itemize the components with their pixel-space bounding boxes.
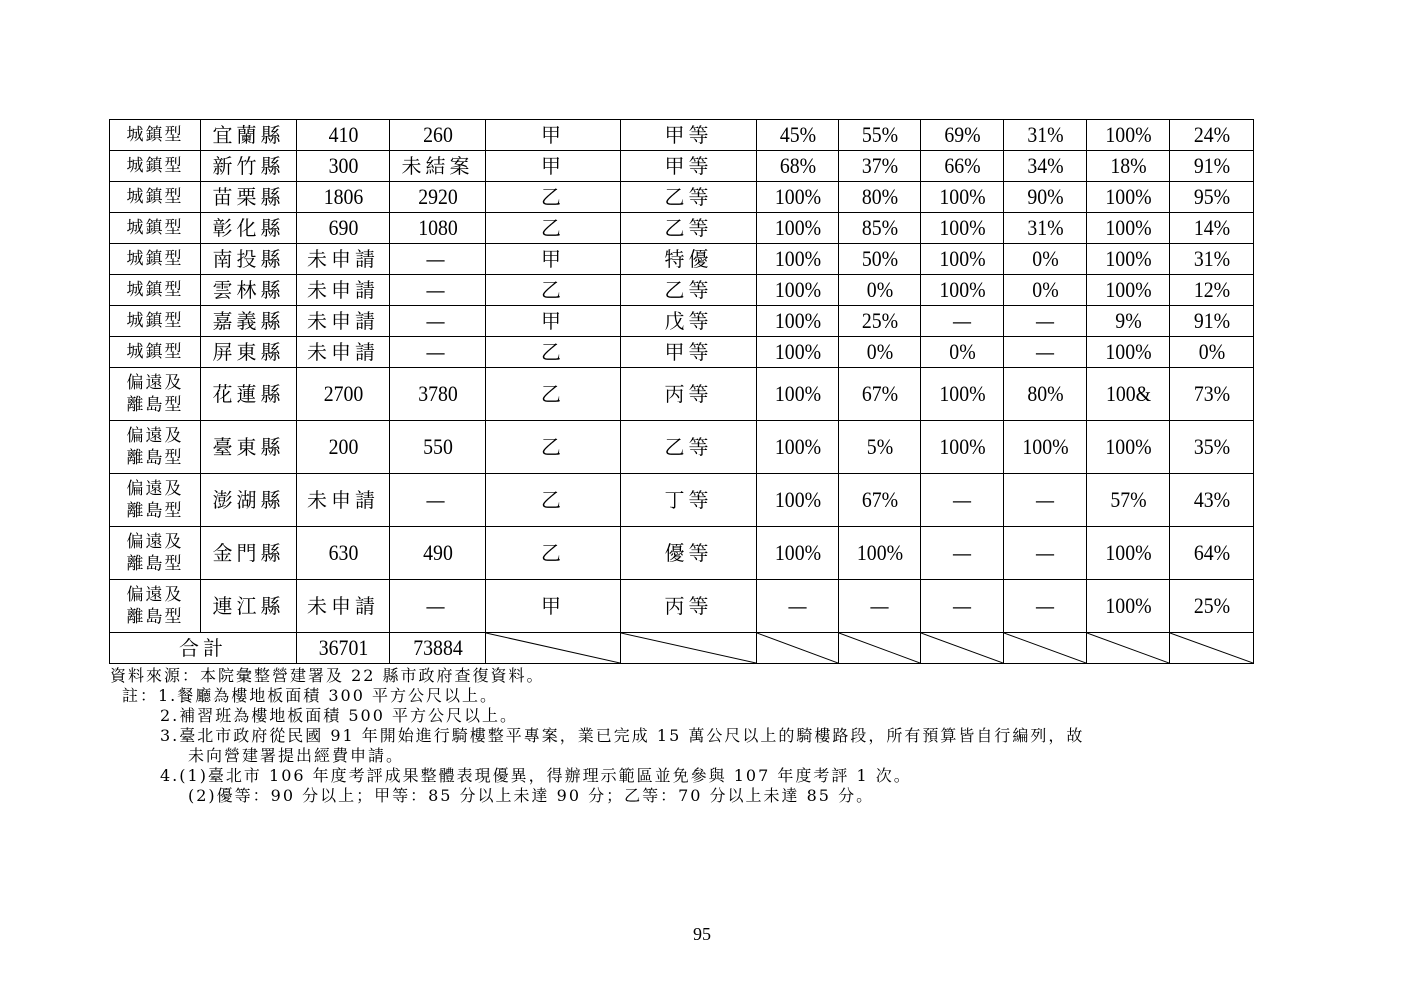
grade-cell: 甲	[486, 120, 621, 151]
percent-cell: 100%	[925, 368, 1000, 421]
table-notes	[110, 666, 1290, 806]
value-cell: 未申請	[297, 275, 390, 306]
region-type-cell	[110, 306, 201, 337]
percent-cell: 100%	[761, 244, 835, 275]
percent-cell: 35%	[1174, 421, 1250, 474]
note-2: 2.補習班為樓地板面積 500 平方公尺以上。	[160, 706, 518, 725]
value-cell: 550	[394, 421, 480, 474]
region-type-text: 離島型	[126, 448, 184, 468]
percent-cell: 0%	[1008, 244, 1083, 275]
value-cell: 未申請	[297, 474, 390, 527]
grade-cell: 乙	[486, 275, 621, 306]
table-row	[110, 151, 1254, 182]
percent-cell: —	[1004, 580, 1087, 633]
percent-cell: 18%	[1091, 151, 1166, 182]
percent-cell: 45%	[761, 120, 835, 151]
value-cell: 3780	[394, 368, 480, 421]
percent-cell: —	[1004, 474, 1087, 527]
rating-cell: 甲等	[621, 120, 757, 151]
rating-cell: 戊等	[621, 306, 757, 337]
region-type-text: 城鎮型	[126, 218, 184, 238]
region-type-cell	[110, 182, 201, 213]
county-cell: 苗栗縣	[201, 182, 297, 213]
percent-cell: 100%	[761, 474, 835, 527]
county-cell: 金門縣	[201, 527, 297, 580]
percent-cell: 24%	[1174, 120, 1250, 151]
value-cell: 490	[394, 527, 480, 580]
percent-cell: 100%	[1091, 421, 1166, 474]
grade-cell: 乙	[486, 368, 621, 421]
rating-cell: 乙等	[621, 213, 757, 244]
region-type-cell	[110, 213, 201, 244]
percent-cell: 100%	[843, 527, 917, 580]
region-type-text: 城鎮型	[126, 342, 184, 362]
region-type-text: 離島型	[126, 607, 184, 627]
table-row	[110, 120, 1254, 151]
table-row	[110, 527, 1254, 580]
percent-cell: 85%	[843, 213, 917, 244]
percent-cell: 100&	[1091, 368, 1166, 421]
region-type-text: 離島型	[126, 395, 184, 415]
grade-cell: 甲	[486, 306, 621, 337]
percent-cell: 80%	[843, 182, 917, 213]
percent-cell: 100%	[761, 368, 835, 421]
percent-cell: 0%	[925, 337, 1000, 368]
value-cell: —	[390, 275, 486, 306]
empty-diagonal-cell	[1087, 633, 1170, 664]
percent-cell: 34%	[1008, 151, 1083, 182]
percent-cell: 43%	[1174, 474, 1250, 527]
rating-cell: 優等	[621, 527, 757, 580]
percent-cell: 31%	[1008, 120, 1083, 151]
county-cell: 連江縣	[201, 580, 297, 633]
percent-cell: 100%	[761, 527, 835, 580]
region-type-text: 偏遠及	[126, 479, 184, 499]
value-cell: —	[390, 306, 486, 337]
region-type-text: 城鎮型	[126, 249, 184, 269]
percent-cell: 100%	[1091, 120, 1166, 151]
percent-cell: 14%	[1174, 213, 1250, 244]
note-1: 註：1.餐廳為樓地板面積 300 平方公尺以上。	[122, 686, 498, 705]
region-type-cell	[110, 421, 201, 474]
region-type-cell	[110, 151, 201, 182]
percent-cell: —	[921, 306, 1004, 337]
county-cell: 嘉義縣	[201, 306, 297, 337]
region-type-cell	[110, 368, 201, 421]
region-type-text: 城鎮型	[126, 187, 184, 207]
empty-diagonal-cell	[621, 633, 757, 664]
grade-cell: 乙	[486, 527, 621, 580]
percent-cell: 0%	[843, 275, 917, 306]
county-cell: 屏東縣	[201, 337, 297, 368]
rating-cell: 丙等	[621, 580, 757, 633]
empty-diagonal-cell	[921, 633, 1004, 664]
grade-cell: 甲	[486, 151, 621, 182]
rating-cell: 特優	[621, 244, 757, 275]
region-type-text: 城鎮型	[126, 280, 184, 300]
county-cell: 南投縣	[201, 244, 297, 275]
percent-cell: 66%	[925, 151, 1000, 182]
grade-cell: 乙	[486, 337, 621, 368]
value-cell: —	[390, 337, 486, 368]
percent-cell: 100%	[1091, 337, 1166, 368]
rating-cell: 甲等	[621, 337, 757, 368]
total-value: 73884	[394, 633, 480, 664]
review-table	[109, 119, 1254, 664]
percent-cell: 100%	[1091, 213, 1166, 244]
percent-cell: 100%	[1091, 244, 1166, 275]
percent-cell: 100%	[761, 421, 835, 474]
value-cell: 630	[301, 527, 385, 580]
note-4: 4.(1)臺北市 106 年度考評成果整體表現優異，得辦理示範區並免參與 107 年度考評 1 次。	[160, 766, 912, 785]
value-cell: 300	[301, 151, 385, 182]
percent-cell: 5%	[843, 421, 917, 474]
percent-cell: 91%	[1174, 151, 1250, 182]
grade-cell: 甲	[486, 244, 621, 275]
region-type-text: 偏遠及	[126, 532, 184, 552]
value-cell: 未申請	[297, 244, 390, 275]
grade-cell: 乙	[486, 213, 621, 244]
value-cell: 690	[301, 213, 385, 244]
percent-cell: 90%	[1008, 182, 1083, 213]
percent-cell: —	[757, 580, 839, 633]
percent-cell: —	[921, 580, 1004, 633]
page-number: 95	[693, 924, 711, 944]
note-3-continued: 未向營建署提出經費申請。	[188, 746, 405, 765]
percent-cell: 50%	[843, 244, 917, 275]
grade-cell: 乙	[486, 421, 621, 474]
rating-cell: 乙等	[621, 275, 757, 306]
region-type-text: 城鎮型	[126, 156, 184, 176]
percent-cell: 67%	[843, 474, 917, 527]
percent-cell: 100%	[1091, 275, 1166, 306]
table-row	[110, 213, 1254, 244]
value-cell: 1806	[301, 182, 385, 213]
table-row	[110, 244, 1254, 275]
county-cell: 臺東縣	[201, 421, 297, 474]
percent-cell: —	[921, 527, 1004, 580]
percent-cell: 100%	[761, 275, 835, 306]
percent-cell: 73%	[1174, 368, 1250, 421]
empty-diagonal-cell	[757, 633, 839, 664]
grade-cell: 乙	[486, 474, 621, 527]
note-3: 3.臺北市政府從民國 91 年開始進行騎樓整平專案，業已完成 15 萬公尺以上的騎樓路段，所有預算皆自行編列，故	[160, 726, 1085, 745]
region-type-cell	[110, 337, 201, 368]
percent-cell: 64%	[1174, 527, 1250, 580]
percent-cell: 100%	[925, 213, 1000, 244]
value-cell: 未結案	[390, 151, 486, 182]
percent-cell: —	[921, 474, 1004, 527]
rating-cell: 丁等	[621, 474, 757, 527]
percent-cell: 9%	[1091, 306, 1166, 337]
percent-cell: 95%	[1174, 182, 1250, 213]
table-row	[110, 368, 1254, 421]
percent-cell: 100%	[1008, 421, 1083, 474]
percent-cell: —	[1004, 337, 1087, 368]
percent-cell: 0%	[1008, 275, 1083, 306]
region-type-cell	[110, 120, 201, 151]
value-cell: 未申請	[297, 337, 390, 368]
percent-cell: 0%	[843, 337, 917, 368]
percent-cell: 31%	[1174, 244, 1250, 275]
total-row	[110, 633, 1254, 664]
region-type-text: 偏遠及	[126, 426, 184, 446]
total-label: 合計	[110, 633, 297, 664]
percent-cell: 0%	[1174, 337, 1250, 368]
county-cell: 花蓮縣	[201, 368, 297, 421]
source-note: 資料來源：本院彙整營建署及 22 縣市政府查復資料。	[110, 666, 545, 685]
percent-cell: 25%	[843, 306, 917, 337]
value-cell: 410	[301, 120, 385, 151]
rating-cell: 乙等	[621, 182, 757, 213]
value-cell: 未申請	[297, 580, 390, 633]
percent-cell: —	[1004, 527, 1087, 580]
rating-cell: 甲等	[621, 151, 757, 182]
percent-cell: 68%	[761, 151, 835, 182]
table-row	[110, 474, 1254, 527]
percent-cell: 91%	[1174, 306, 1250, 337]
value-cell: —	[390, 474, 486, 527]
percent-cell: 12%	[1174, 275, 1250, 306]
region-type-text: 偏遠及	[126, 585, 184, 605]
empty-diagonal-cell	[1170, 633, 1254, 664]
value-cell: 260	[394, 120, 480, 151]
value-cell: —	[390, 244, 486, 275]
percent-cell: 37%	[843, 151, 917, 182]
region-type-text: 城鎮型	[126, 311, 184, 331]
percent-cell: 31%	[1008, 213, 1083, 244]
percent-cell: 100%	[925, 421, 1000, 474]
percent-cell: 25%	[1174, 580, 1250, 633]
total-value: 36701	[301, 633, 385, 664]
value-cell: —	[390, 580, 486, 633]
region-type-cell	[110, 580, 201, 633]
empty-diagonal-cell	[1004, 633, 1087, 664]
percent-cell: 100%	[761, 182, 835, 213]
percent-cell: 67%	[843, 368, 917, 421]
table-row	[110, 275, 1254, 306]
rating-cell: 乙等	[621, 421, 757, 474]
percent-cell: 69%	[925, 120, 1000, 151]
percent-cell: 100%	[925, 275, 1000, 306]
table-row	[110, 306, 1254, 337]
percent-cell: 100%	[925, 244, 1000, 275]
percent-cell: 100%	[925, 182, 1000, 213]
percent-cell: 100%	[761, 213, 835, 244]
percent-cell: 100%	[1091, 182, 1166, 213]
value-cell: 2920	[394, 182, 480, 213]
table-row	[110, 580, 1254, 633]
county-cell: 雲林縣	[201, 275, 297, 306]
region-type-cell	[110, 275, 201, 306]
value-cell: 未申請	[297, 306, 390, 337]
grade-cell: 乙	[486, 182, 621, 213]
grade-cell: 甲	[486, 580, 621, 633]
table-row	[110, 421, 1254, 474]
value-cell: 2700	[301, 368, 385, 421]
percent-cell: 55%	[843, 120, 917, 151]
region-type-text: 城鎮型	[126, 125, 184, 145]
empty-diagonal-cell	[839, 633, 921, 664]
note-4-continued: (2)優等：90 分以上；甲等：85 分以上未達 90 分；乙等：70 分以上未達 85 分。	[188, 786, 875, 805]
region-type-cell	[110, 244, 201, 275]
county-cell: 彰化縣	[201, 213, 297, 244]
region-type-text: 離島型	[126, 554, 184, 574]
rating-cell: 丙等	[621, 368, 757, 421]
percent-cell: 80%	[1008, 368, 1083, 421]
county-cell: 宜蘭縣	[201, 120, 297, 151]
county-cell: 澎湖縣	[201, 474, 297, 527]
table-row	[110, 182, 1254, 213]
table-row	[110, 337, 1254, 368]
percent-cell: —	[839, 580, 921, 633]
region-type-text: 偏遠及	[126, 373, 184, 393]
percent-cell: 100%	[1091, 527, 1166, 580]
region-type-cell	[110, 527, 201, 580]
value-cell: 200	[301, 421, 385, 474]
percent-cell: 100%	[761, 306, 835, 337]
region-type-cell	[110, 474, 201, 527]
region-type-text: 離島型	[126, 501, 184, 521]
empty-diagonal-cell	[486, 633, 621, 664]
county-cell: 新竹縣	[201, 151, 297, 182]
percent-cell: 57%	[1091, 474, 1166, 527]
value-cell: 1080	[394, 213, 480, 244]
percent-cell: —	[1004, 306, 1087, 337]
percent-cell: 100%	[761, 337, 835, 368]
percent-cell: 100%	[1091, 580, 1166, 633]
